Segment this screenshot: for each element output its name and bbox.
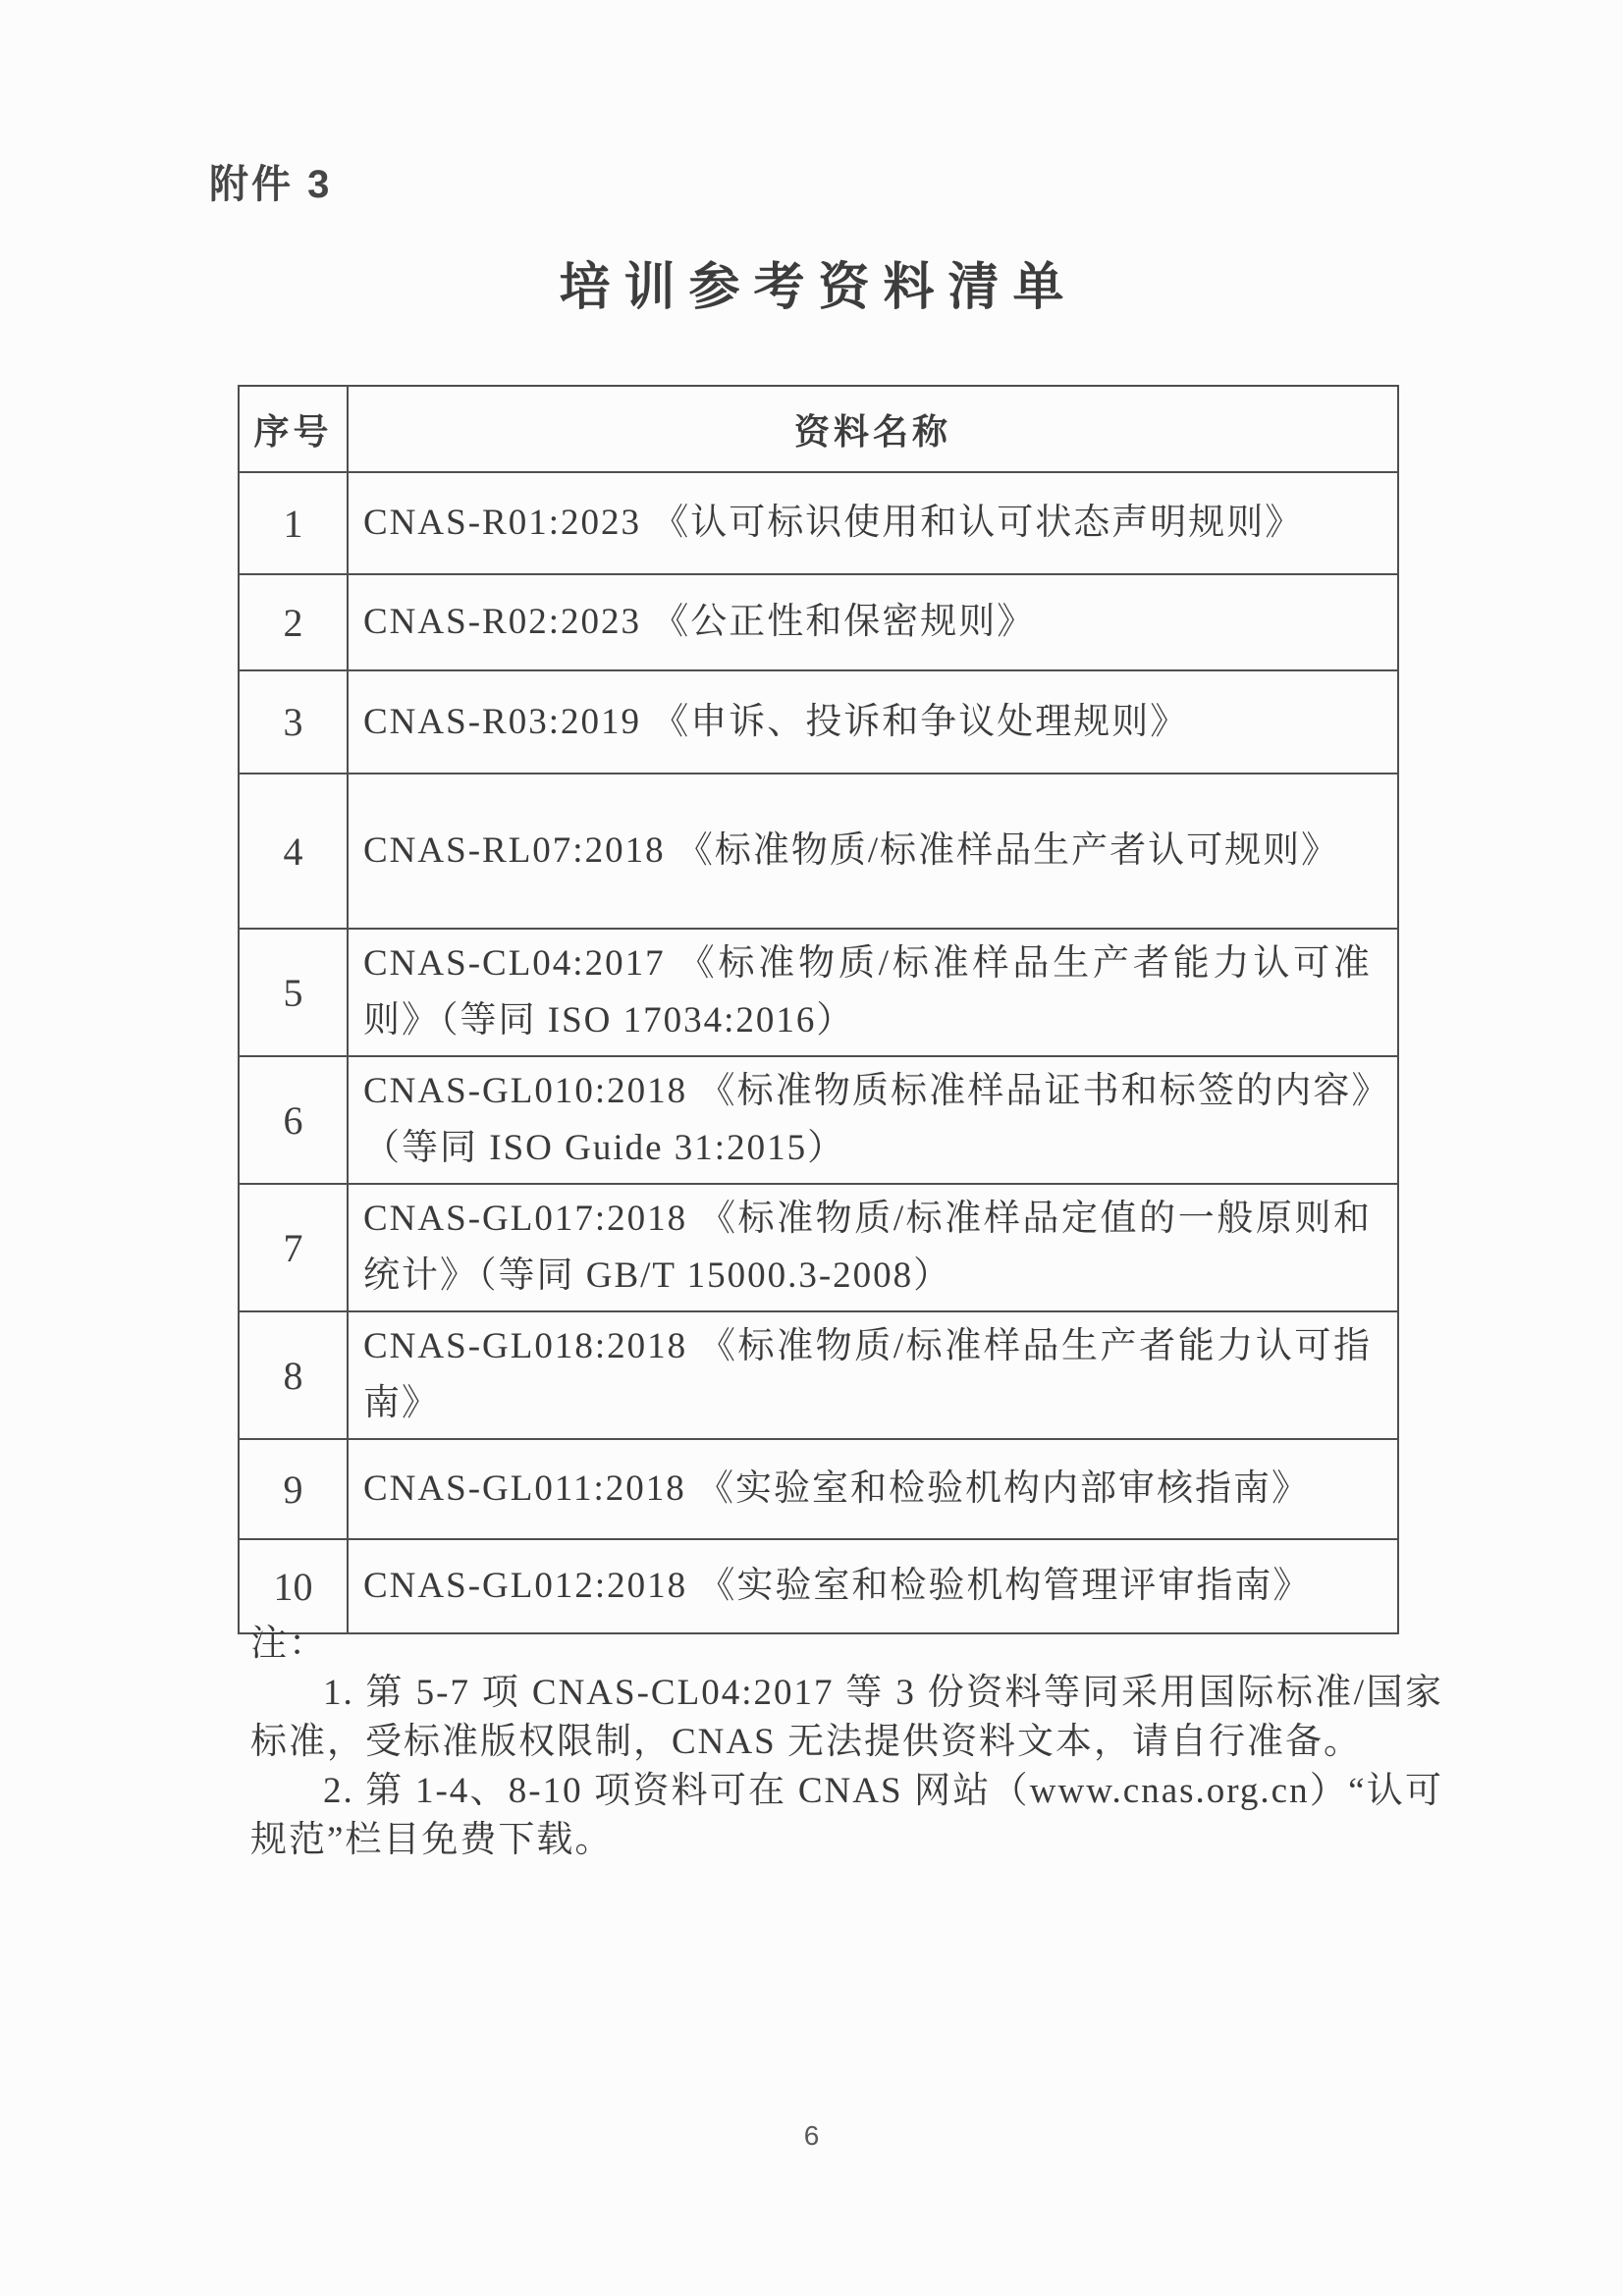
table-row [239, 670, 1398, 774]
table-row [239, 1311, 1398, 1439]
table-header-row [239, 386, 1398, 472]
row-number-cell: 8 [239, 1311, 348, 1439]
row-number-cell: 3 [239, 670, 348, 774]
table-header-no: 序号 [239, 386, 348, 472]
table-row [239, 574, 1398, 670]
row-number-cell: 7 [239, 1184, 348, 1311]
table-row [239, 472, 1398, 574]
material-name-cell: CNAS-GL011:2018 《实验室和检验机构内部审核指南》 [348, 1439, 1398, 1539]
row-number-cell: 4 [239, 774, 348, 929]
row-number-cell: 10 [239, 1539, 348, 1633]
row-number-cell: 1 [239, 472, 348, 574]
notes-label: 注： [250, 1624, 327, 1664]
material-name-cell: CNAS-GL017:2018 《标准物质/标准样品定值的一般原则和统计》（等同 GB/T 15000.3-2008） [348, 1184, 1398, 1311]
row-number-cell: 2 [239, 574, 348, 670]
table-row [239, 929, 1398, 1056]
table-row [239, 1184, 1398, 1311]
note-item: 2. 第 1-4、8-10 项资料可在 CNAS 网站（www.cnas.org.cn）“认可规范”栏目免费下载。 [250, 1771, 1443, 1860]
table-row [239, 1439, 1398, 1539]
note-item: 1. 第 5-7 项 CNAS-CL04:2017 等 3 份资料等同采用国际标准/国家标准，受标准版权限制，CNAS 无法提供资料文本，请自行准备。 [250, 1673, 1443, 1762]
material-name-cell: CNAS-CL04:2017 《标准物质/标准样品生产者能力认可准则》（等同 ISO 17034:2016） [348, 929, 1398, 1056]
reference-material-table [238, 385, 1399, 1634]
material-name-cell: CNAS-RL07:2018 《标准物质/标准样品生产者认可规则》 [348, 774, 1398, 929]
material-name-cell: CNAS-GL010:2018 《标准物质标准样品证书和标签的内容》（等同 ISO Guide 31:2015） [348, 1056, 1398, 1184]
attachment-label: 附件 3 [209, 163, 333, 206]
table-row [239, 774, 1398, 929]
row-number-cell: 9 [239, 1439, 348, 1539]
page-number: 6 [803, 2120, 820, 2151]
table-row [239, 1056, 1398, 1184]
row-number-cell: 5 [239, 929, 348, 1056]
page-title: 培训参考资料清单 [559, 259, 1078, 316]
material-name-cell: CNAS-GL012:2018 《实验室和检验机构管理评审指南》 [348, 1539, 1398, 1633]
table-header-name: 资料名称 [348, 386, 1398, 472]
material-name-cell: CNAS-GL018:2018 《标准物质/标准样品生产者能力认可指南》 [348, 1311, 1398, 1439]
row-number-cell: 6 [239, 1056, 348, 1184]
material-name-cell: CNAS-R01:2023 《认可标识使用和认可状态声明规则》 [348, 472, 1398, 574]
notes-section [250, 1620, 1443, 1865]
material-name-cell: CNAS-R02:2023 《公正性和保密规则》 [348, 574, 1398, 670]
material-name-cell: CNAS-R03:2019 《申诉、投诉和争议处理规则》 [348, 670, 1398, 774]
